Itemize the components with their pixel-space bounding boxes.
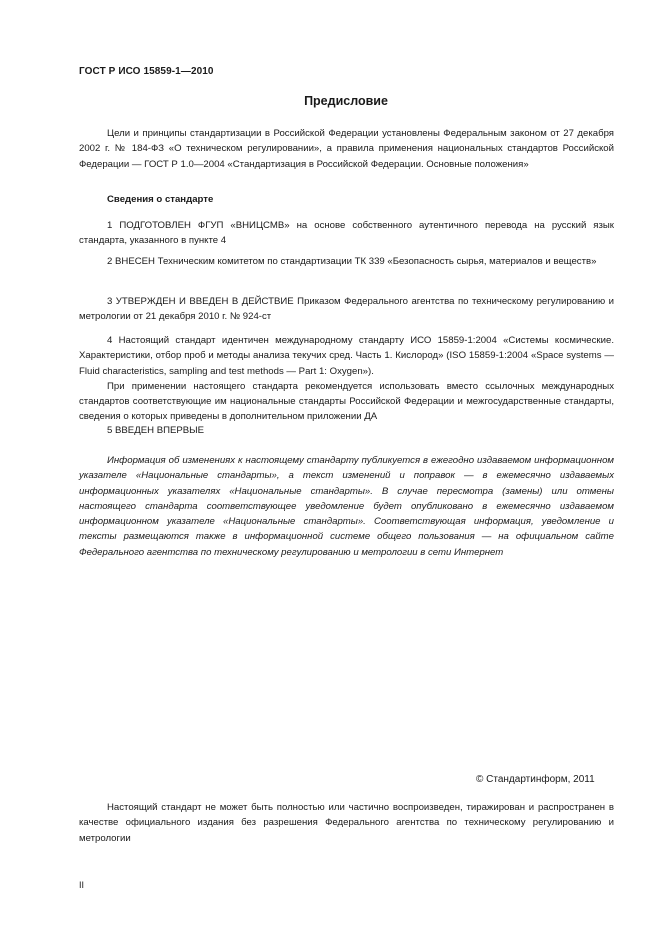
item-3: 3 УТВЕРЖДЕН И ВВЕДЕН В ДЕЙСТВИЕ Приказом Федерального агентства по техническому регулированию и метрологии от 21 декабря 2010 г. № 924-ст — [79, 296, 614, 323]
item-5: 5 ВВЕДЕН ВПЕРВЫЕ — [107, 425, 205, 436]
rights-paragraph: Настоящий стандарт не может быть полностью или частично воспроизведен, тиражирован и распространен в качестве официального издания без разрешения Федерального агентства по техническому регулированию и метрологии — [79, 802, 614, 844]
section-heading-block — [79, 192, 614, 207]
rights-block — [79, 800, 614, 846]
item-1: 1 ПОДГОТОВЛЕН ФГУП «ВНИЦСМВ» на основе собственного аутентичного перевода на русский язык стандарта, указанного в пункте 4 — [79, 220, 614, 247]
intro-paragraph: Цели и принципы стандартизации в Российской Федерации установлены Федеральным законом от 27 декабря 2002 г. № 184-ФЗ «О техническом регулировании», а правила применения национальных стандартов Российской Федерации — ГОСТ Р 1.0—2004 «Стандартизация в Российской Федерации. Основные положения» — [79, 128, 614, 170]
page-title: Предисловие — [304, 94, 388, 108]
document-code-header: ГОСТ Р ИСО 15859-1—2010 — [79, 66, 214, 77]
page-number: II — [79, 880, 85, 890]
intro-block — [79, 126, 614, 172]
item-2: 2 ВНЕСЕН Техническим комитетом по стандартизации ТК 339 «Безопасность сырья, материалов и веществ» — [107, 256, 597, 267]
item-4-note: При применении настоящего стандарта рекомендуется использовать вместо ссылочных международных стандартов соответствующие им национальные стандарты Российской Федерации и межгосударственные стандарты, сведения о которых приведены в дополнительном приложении ДА — [79, 380, 614, 423]
notice-paragraph: Информация об изменениях к настоящему стандарту публикуется в ежегодно издаваемом информационном указателе «Национальные стандарты», а текст изменений и поправок — в ежемесячно издаваемых информационных указателях «Национальные стандарты». В случае пересмотра (замены) или отмены настоящего стандарта соответствующее уведомление будет опубликовано в ежемесячно издаваемом информационном указателе «Национальные стандарты». Соответствующая информация, уведомление и тексты размещаются также в информационной системе общего пользования — на официальном сайте Федерального агентства по техническому регулированию и метрологии в сети Интернет — [79, 455, 614, 558]
item-3-block — [79, 294, 614, 325]
item-1-block — [79, 218, 614, 249]
section-heading: Сведения о стандарте — [107, 194, 214, 205]
notice-block — [79, 453, 614, 560]
item-5-block — [79, 423, 614, 438]
copyright-line: © Стандартинформ, 2011 — [476, 774, 595, 785]
item-4: 4 Настоящий стандарт идентичен международному стандарту ИСО 15859-1:2004 «Системы космические. Характеристики, отбор проб и методы анализа текучих сред. Часть 1. Кислород» (ISO 15859-1:2004 «Space systems — Fluid characteristics, sampling and test methods — Part 1: Oxygen»). — [79, 335, 614, 377]
item-2-block — [79, 254, 614, 269]
item-4-block — [79, 333, 614, 425]
